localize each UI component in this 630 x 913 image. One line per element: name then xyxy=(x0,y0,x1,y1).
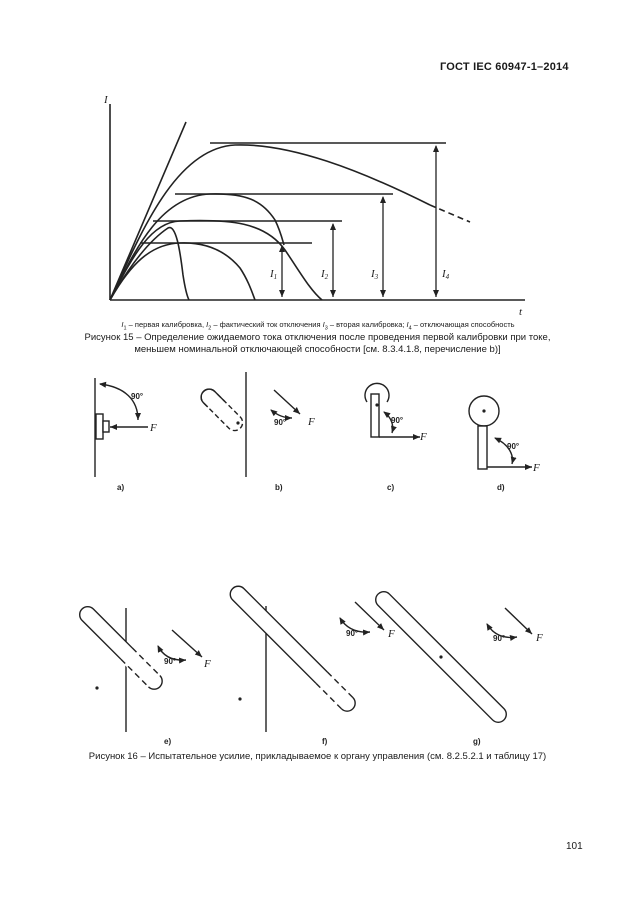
axis-x-label: t xyxy=(519,306,523,318)
subfig-label-b: b) xyxy=(275,483,283,492)
figure-15-legend: $I_1$ – первая калибровка, $I_2$ – фактический ток отключения $I_3$ – вторая калибровка; $I_4$ – отключающая способность xyxy=(121,320,515,332)
subfig-label-d: d) xyxy=(497,483,505,492)
label-i3: I3 xyxy=(371,268,379,281)
figure-16-c xyxy=(365,383,420,437)
page-number: 101 xyxy=(566,841,583,852)
angle-label-e: 90° xyxy=(164,657,177,666)
axis-y-label: I xyxy=(104,94,108,106)
angle-label-c: 90° xyxy=(391,416,404,425)
subfig-label-g: g) xyxy=(473,737,481,746)
angle-label-d: 90° xyxy=(507,442,520,451)
curve-i3 xyxy=(110,194,284,300)
force-label-e: F xyxy=(204,658,211,670)
pivot-c xyxy=(375,403,378,406)
figure-16-f xyxy=(227,583,384,732)
document-header: ГОСТ IEC 60947-1–2014 xyxy=(440,61,569,73)
angle-label-f: 90° xyxy=(346,629,359,638)
angle-label-a: 90° xyxy=(131,392,144,401)
figure-16-caption: Рисунок 16 – Испытательное усилие, прикладываемое к органу управления (см. 8.2.5.2.1 и таблицу 17) xyxy=(88,751,547,762)
pivot-e xyxy=(95,686,98,689)
figure-15-caption-line2: меньшем номинальной отключающей способности [см. 8.3.4.1.8, перечисление b)] xyxy=(134,344,501,355)
pivot-b xyxy=(236,421,239,424)
subfig-label-f: f) xyxy=(322,737,328,746)
angle-label-g: 90° xyxy=(493,634,506,643)
label-i2: I2 xyxy=(321,268,329,281)
figure-15-chart xyxy=(110,104,525,300)
force-label-g: F xyxy=(536,632,543,644)
label-i4: I4 xyxy=(442,268,450,281)
force-label-c: F xyxy=(420,431,427,443)
force-label-b: F xyxy=(308,416,315,428)
subfig-label-a: a) xyxy=(117,483,125,492)
pivot-f xyxy=(238,697,241,700)
force-label-d: F xyxy=(533,462,540,474)
pivot-d xyxy=(482,409,485,412)
curve-steep xyxy=(110,228,189,300)
pivot-g xyxy=(439,655,442,658)
figure-16-d xyxy=(469,396,532,469)
figure-15-caption-line1: Рисунок 15 – Определение ожидаемого тока отключения после проведения первой калибровки при токе, xyxy=(84,332,551,343)
figure-16-g xyxy=(372,588,532,725)
subfig-label-c: c) xyxy=(387,483,395,492)
subfig-label-e: e) xyxy=(164,737,172,746)
force-label-f: F xyxy=(388,628,395,640)
force-label-a: F xyxy=(150,422,157,434)
label-i1: I1 xyxy=(270,268,278,281)
figure-15-caption xyxy=(60,332,575,356)
angle-label-b: 90° xyxy=(274,418,287,427)
figure-16-e xyxy=(76,603,202,732)
